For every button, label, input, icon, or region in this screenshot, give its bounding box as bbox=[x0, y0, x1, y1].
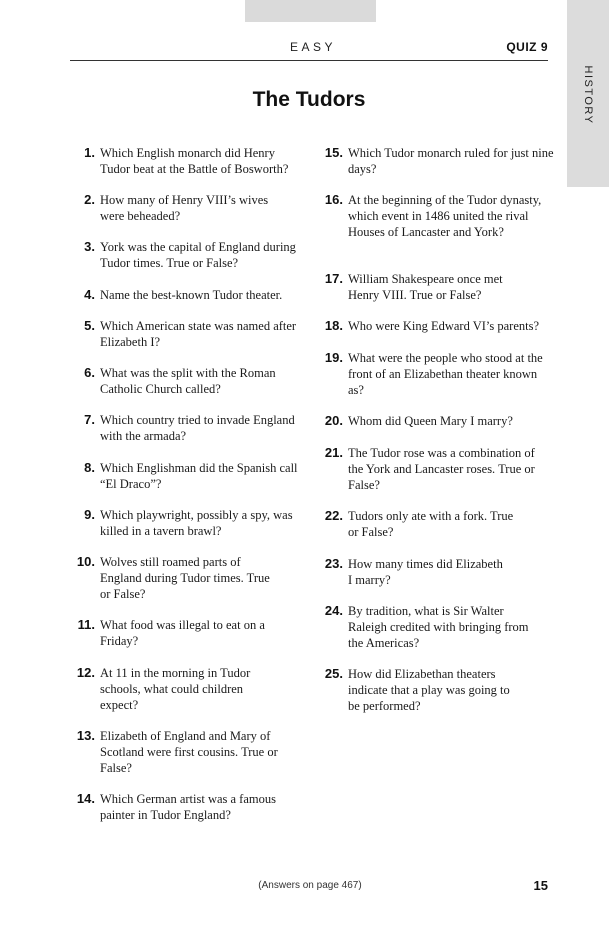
question-item bbox=[318, 603, 556, 666]
question-column-left bbox=[70, 145, 302, 838]
question-text: What food was illegal to eat on a Friday? bbox=[100, 618, 265, 648]
question-item bbox=[70, 728, 302, 791]
question-item bbox=[70, 507, 302, 554]
question-text: Elizabeth of England and Mary of Scotland were first cousins. True or False? bbox=[100, 729, 278, 775]
question-text: Whom did Queen Mary I marry? bbox=[348, 414, 513, 428]
question-number: 17. bbox=[324, 271, 343, 286]
answers-note: (Answers on page 467) bbox=[258, 880, 362, 891]
question-item bbox=[70, 365, 302, 412]
question-item bbox=[70, 318, 302, 365]
question-item bbox=[318, 145, 556, 192]
question-item bbox=[70, 412, 302, 460]
question-item bbox=[318, 192, 556, 271]
question-number: 3. bbox=[84, 239, 95, 254]
question-number: 9. bbox=[84, 507, 95, 522]
quiz-label: QUIZ 9 bbox=[506, 40, 548, 54]
question-number: 16. bbox=[324, 192, 343, 207]
question-text: Which English monarch did Henry Tudor beat at the Battle of Bosworth? bbox=[100, 146, 289, 176]
question-text: At 11 in the morning in Tudor schools, what could children expect? bbox=[100, 666, 251, 712]
question-item bbox=[318, 445, 556, 508]
question-text: Name the best-known Tudor theater. bbox=[100, 288, 283, 302]
question-item bbox=[318, 271, 556, 318]
question-text: How many of Henry VIII’s wives were beheaded? bbox=[100, 193, 269, 223]
question-text: Which American state was named after Elizabeth I? bbox=[100, 319, 297, 349]
question-item bbox=[70, 460, 302, 507]
question-item bbox=[318, 318, 556, 350]
question-text: What was the split with the Roman Catholic Church called? bbox=[100, 366, 276, 396]
question-item bbox=[318, 508, 556, 556]
question-number: 15. bbox=[324, 145, 343, 160]
question-number: 25. bbox=[324, 666, 343, 681]
question-number: 5. bbox=[84, 318, 95, 333]
question-number: 21. bbox=[324, 445, 343, 460]
question-text: Wolves still roamed parts of England during Tudor times. True or False? bbox=[100, 555, 270, 601]
question-number: 24. bbox=[324, 603, 343, 618]
question-text: Which playwright, possibly a spy, was killed in a tavern brawl? bbox=[100, 508, 293, 538]
question-item bbox=[70, 145, 302, 192]
question-item bbox=[318, 666, 556, 714]
question-number: 10. bbox=[76, 554, 95, 569]
page-number: 15 bbox=[533, 878, 548, 893]
question-number: 20. bbox=[324, 413, 343, 428]
question-item bbox=[70, 239, 302, 287]
question-number: 7. bbox=[84, 412, 95, 427]
question-number: 2. bbox=[84, 192, 95, 207]
question-text: What were the people who stood at the front of an Elizabethan theater known as? bbox=[348, 351, 543, 397]
question-item bbox=[318, 413, 556, 445]
question-number: 4. bbox=[84, 287, 95, 302]
question-item bbox=[70, 665, 302, 728]
question-number: 11. bbox=[77, 617, 95, 632]
question-number: 12. bbox=[76, 665, 95, 680]
page-title: The Tudors bbox=[252, 88, 366, 111]
question-item bbox=[70, 617, 302, 665]
question-text: Which Tudor monarch ruled for just nine days? bbox=[348, 146, 554, 176]
question-text: How many times did Elizabeth I marry? bbox=[348, 557, 503, 587]
difficulty-label: EASY bbox=[290, 40, 337, 54]
question-number: 1. bbox=[84, 145, 95, 160]
question-item bbox=[70, 791, 302, 838]
question-item bbox=[70, 192, 302, 239]
question-column-right bbox=[318, 145, 556, 714]
question-text: Who were King Edward VI’s parents? bbox=[348, 319, 540, 333]
question-item bbox=[318, 350, 556, 413]
question-item bbox=[318, 556, 556, 603]
question-item bbox=[70, 287, 302, 318]
question-number: 18. bbox=[324, 318, 343, 333]
question-number: 8. bbox=[84, 460, 95, 475]
question-item bbox=[70, 554, 302, 617]
question-text: William Shakespeare once met Henry VIII. True or False? bbox=[348, 272, 503, 302]
question-text: At the beginning of the Tudor dynasty, which event in 1486 united the rival Houses of Lancaster and York? bbox=[348, 193, 542, 239]
question-text: Which Englishman did the Spanish call “El Draco”? bbox=[100, 461, 298, 491]
question-text: The Tudor rose was a combination of the York and Lancaster roses. True or False? bbox=[348, 446, 535, 492]
question-text: How did Elizabethan theaters indicate that a play was going to be performed? bbox=[348, 667, 510, 713]
question-text: Which German artist was a famous painter in Tudor England? bbox=[100, 792, 276, 822]
question-number: 19. bbox=[324, 350, 343, 365]
question-number: 14. bbox=[76, 791, 95, 806]
header-divider bbox=[70, 60, 548, 61]
question-number: 23. bbox=[324, 556, 343, 571]
question-number: 22. bbox=[324, 508, 343, 523]
question-number: 6. bbox=[84, 365, 95, 380]
question-number: 13. bbox=[76, 728, 95, 743]
question-text: By tradition, what is Sir Walter Raleigh credited with bringing from the Americas? bbox=[348, 604, 529, 650]
question-text: Which country tried to invade England with the armada? bbox=[100, 413, 295, 443]
question-text: York was the capital of England during Tudor times. True or False? bbox=[100, 240, 296, 270]
category-tab-label: HISTORY bbox=[582, 65, 594, 125]
question-text: Tudors only ate with a fork. True or False? bbox=[348, 509, 514, 539]
top-tab-marker bbox=[245, 0, 376, 22]
